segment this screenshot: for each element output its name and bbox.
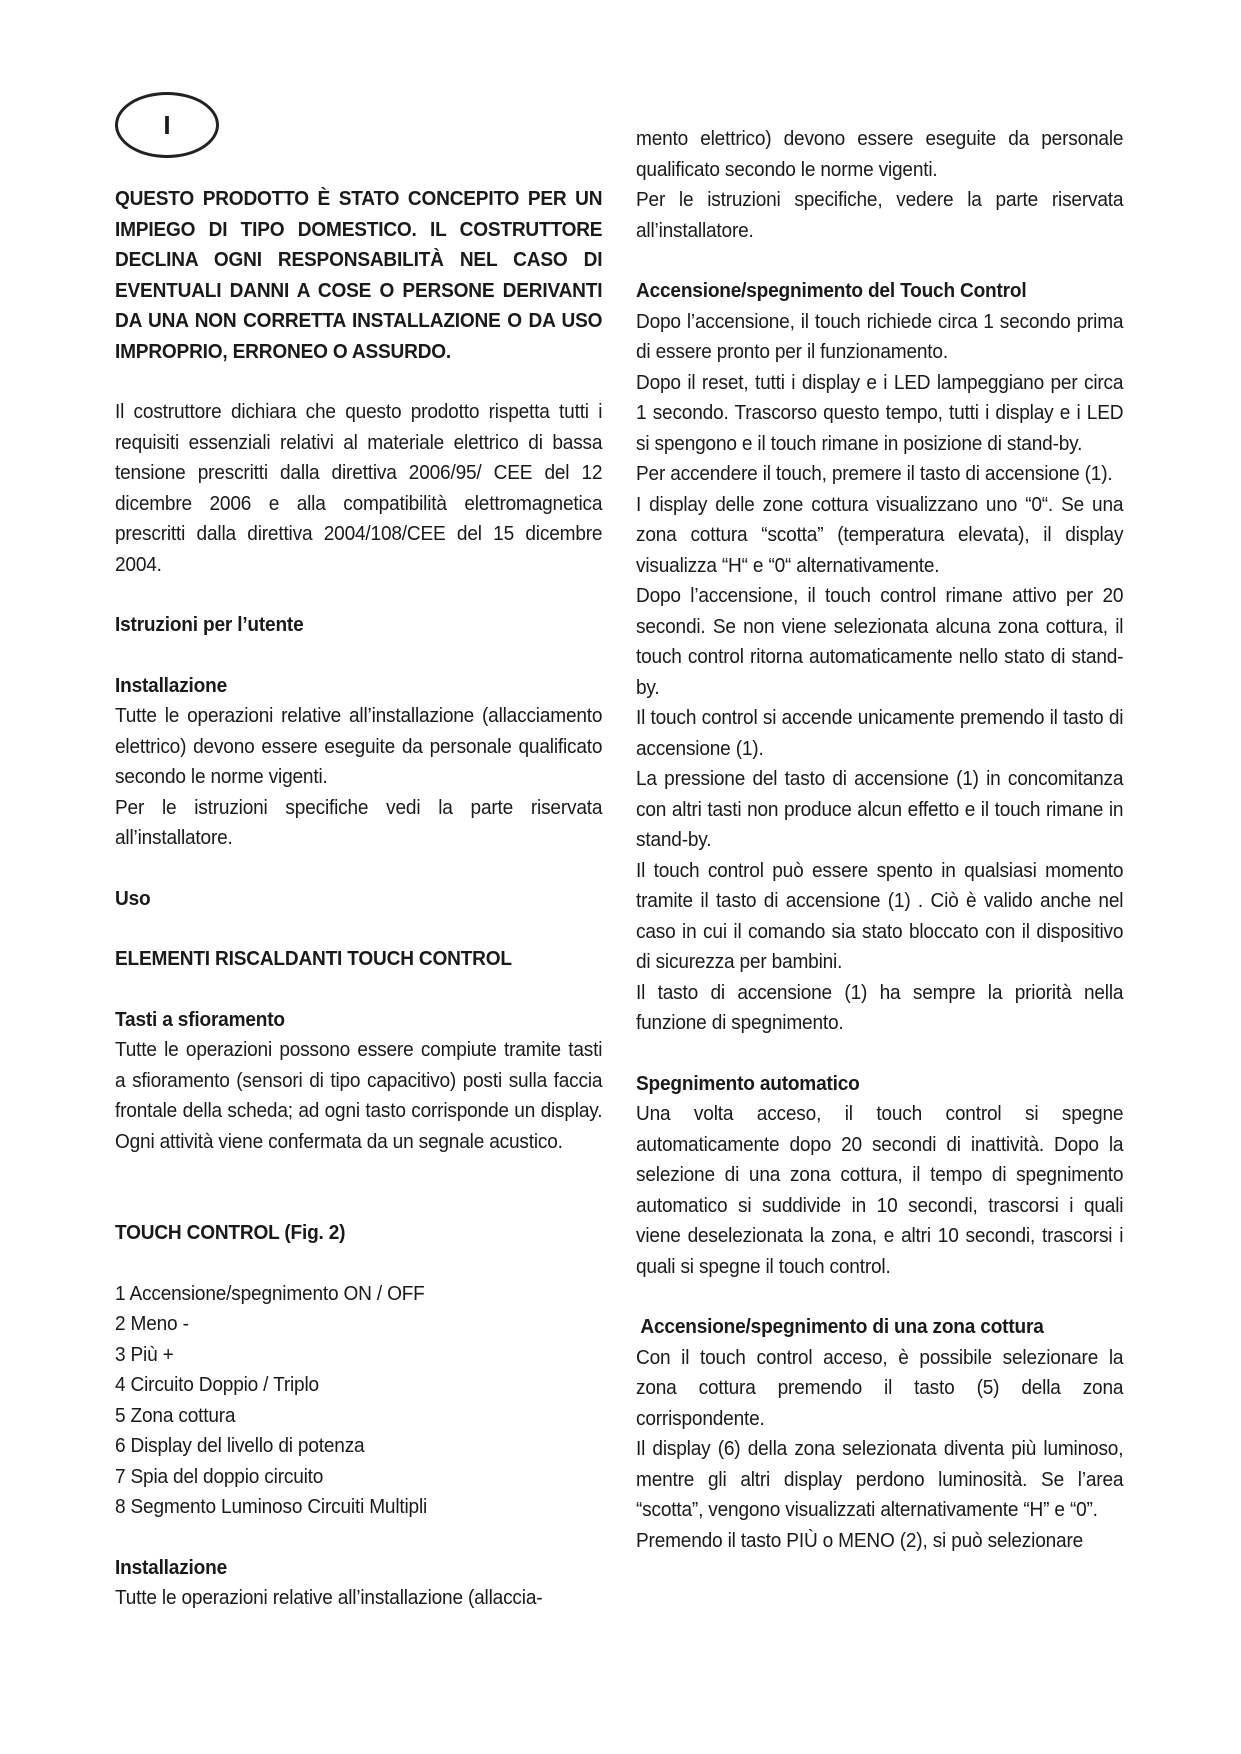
- heading-touch-onoff: Accensione/spegnimento del Touch Control: [636, 279, 1027, 302]
- zone-paragraph: Il display (6) della zona selezionata diventa più luminoso, mentre gli altri display perdono luminosità. Se l’area “scotta”, vengono visualizzati alternativamente “H” e “0”.: [636, 1437, 1124, 1521]
- onoff-paragraph: Dopo l’accensione, il touch control rimane attivo per 20 secondi. Se non viene selezionata alcuna zona cottura, il touch control ritorna automaticamente nello stato di stand-by.: [636, 584, 1124, 699]
- language-badge: I: [115, 92, 219, 158]
- conformity-declaration: Il costruttore dichiara che questo prodotto rispetta tutti i requisiti essenziali relativi al materiale elettrico di bassa tensione prescritti dalla direttiva 2006/95/ CEE del 12 dicembre 2006 e alla compatibilità elettromagnetica prescritti dalla direttiva 2004/108/CEE del 15 dicembre 2004.: [115, 400, 603, 576]
- list-item: 8 Segmento Luminoso Circuiti Multipli: [115, 1495, 428, 1518]
- onoff-paragraph: I display delle zone cottura visualizzano uno “0“. Se una zona cottura “scotta” (temperatura elevata), il display visualizza “H“ e “0“ alternativamente.: [636, 492, 1124, 577]
- onoff-paragraph: Il tasto di accensione (1) ha sempre la priorità nella funzione di spegnimento.: [636, 980, 1124, 1034]
- touch-control-legend: [115, 1279, 602, 1523]
- auto-shutdown-text: Una volta acceso, il touch control si spegne automaticamente dopo 20 secondi di inattività. Dopo la selezione di una zona cottura, il tempo di spegnimento automatico si suddivide in 10 secondi, trascorsi i quali viene deselezionata la zona, e altri 10 secondi, trascorsi i quali si spegne il touch control.: [636, 1102, 1124, 1278]
- onoff-paragraph: Il touch control può essere spento in qualsiasi momento tramite il tasto di accensione (1) . Ciò è valido anche nel caso in cui il comando sia stato bloccato con il dispositivo di sicurezza per bambini.: [636, 858, 1124, 973]
- heading-heating-elements: ELEMENTI RISCALDANTI TOUCH CONTROL: [115, 947, 512, 970]
- onoff-paragraph: Dopo il reset, tutti i display e i LED lampeggiano per circa 1 secondo. Trascorso questo tempo, tutti i display e i LED si spengono e il touch rimane in posizione di stand-by.: [636, 370, 1124, 455]
- onoff-paragraph: Il touch control si accende unicamente premendo il tasto di accensione (1).: [636, 706, 1124, 760]
- list-item: 2 Meno -: [115, 1312, 189, 1335]
- list-item: 7 Spia del doppio circuito: [115, 1464, 324, 1488]
- onoff-paragraph: La pressione del tasto di accensione (1) in concomitanza con altri tasti non produce alcun effetto e il touch rimane in stand-by.: [636, 767, 1124, 851]
- continued-text-2: Per le istruzioni specifiche, vedere la parte riservata all’installatore.: [636, 188, 1124, 242]
- heading-installation: Installazione: [115, 673, 228, 697]
- list-item: 1 Accensione/spegnimento ON / OFF: [115, 1281, 425, 1305]
- heading-zone-onoff: Accensione/spegnimento di una zona cottura: [636, 1315, 1044, 1338]
- zone-paragraph: Premendo il tasto PIÙ o MENO (2), si può selezionare: [636, 1528, 1084, 1552]
- list-item: 5 Zona cottura: [115, 1403, 236, 1427]
- heading-touch-control: TOUCH CONTROL (Fig. 2): [115, 1221, 346, 1244]
- heading-installation-2: Installazione: [115, 1555, 228, 1579]
- touch-keys-text: Tutte le operazioni possono essere compiute tramite tasti a sfioramento (sensori di tipo capacitivo) posti sulla faccia frontale della scheda; ad ogni tasto corrisponde un display. Ogni attività viene confermata da un segnale acustico.: [115, 1038, 603, 1153]
- installation-2-text: Tutte le operazioni relative all’installazione (allaccia-: [115, 1586, 543, 1609]
- heading-use: Uso: [115, 886, 151, 910]
- onoff-paragraph: Per accendere il touch, premere il tasto di accensione (1).: [636, 462, 1113, 485]
- onoff-paragraph: Dopo l’accensione, il touch richiede circa 1 secondo prima di essere pronto per il funzionamento.: [636, 309, 1124, 363]
- installation-text-2: Per le istruzioni specifiche vedi la parte riservata all’installatore.: [115, 795, 603, 849]
- left-column: [115, 184, 602, 1614]
- heading-user-instructions: Istruzioni per l’utente: [115, 613, 304, 636]
- heading-touch-keys: Tasti a sfioramento: [115, 1007, 285, 1031]
- heading-auto-shutdown: Spegnimento automatico: [636, 1071, 860, 1095]
- list-item: 6 Display del livello di potenza: [115, 1434, 365, 1457]
- list-item: 3 Più +: [115, 1342, 174, 1366]
- list-item: 4 Circuito Doppio / Triplo: [115, 1373, 319, 1396]
- continued-text: mento elettrico) devono essere eseguite da personale qualificato secondo le norme vigenti.: [636, 127, 1124, 181]
- safety-warning: QUESTO PRODOTTO È STATO CONCEPITO PER UN IMPIEGO DI TIPO DOMESTICO. IL COSTRUTTORE DECLINA OGNI RESPONSABILITÀ NEL CASO DI EVENTUALI DANNI A COSE O PERSONE DERIVANTI DA UNA NON CORRETTA INSTALLAZIONE O DA USO IMPROPRIO, ERRONEO O ASSURDO.: [115, 187, 603, 363]
- installation-text: Tutte le operazioni relative all’installazione (allacciamento elettrico) devono essere eseguite da personale qualificato secondo le norme vigenti.: [115, 704, 603, 788]
- right-column: [636, 124, 1123, 1556]
- zone-paragraph: Con il touch control acceso, è possibile selezionare la zona cottura premendo il tasto (5) della zona corrispondente.: [636, 1345, 1124, 1430]
